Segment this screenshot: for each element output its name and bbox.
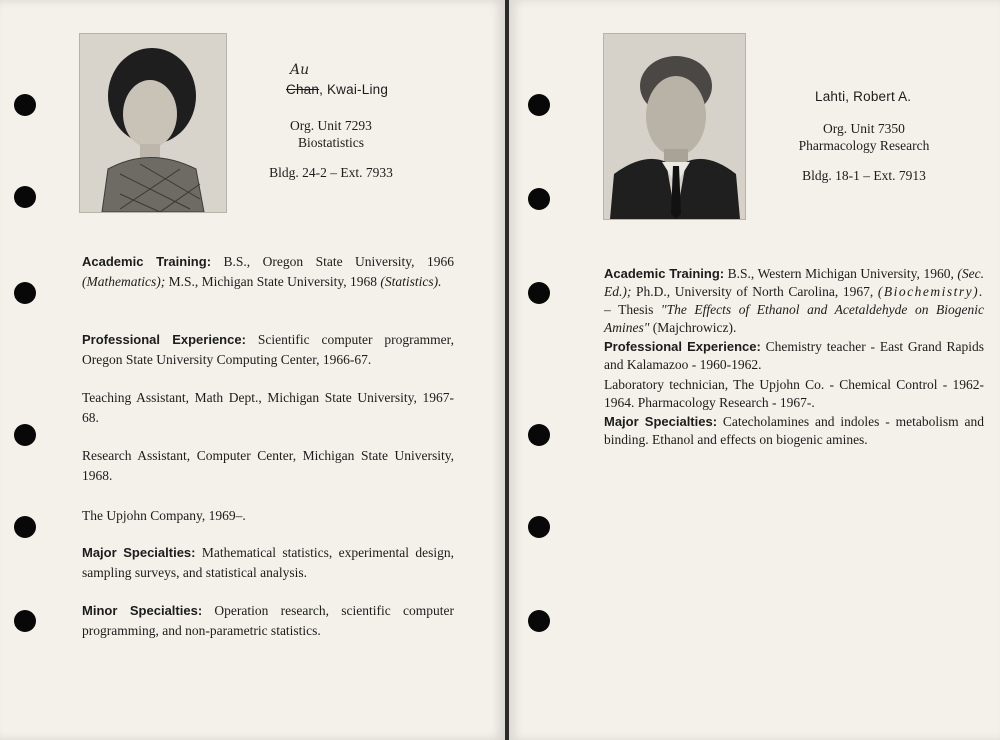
binder-hole (14, 282, 36, 304)
binder-hole (14, 94, 36, 116)
section-label: Professional Experience: (82, 332, 246, 347)
department: Biostatistics (297, 135, 364, 150)
binder-hole (528, 516, 550, 538)
section-text: Scientific computer programmer, Oregon State University Computing Center, 1966-67. (82, 332, 454, 367)
binder-hole (14, 610, 36, 632)
experience-upjohn: The Upjohn Company, 1969–. (82, 508, 246, 523)
org-block (779, 120, 949, 184)
professional-experience (82, 330, 454, 370)
portrait-photo (79, 33, 227, 213)
section-text: (Mathematics); (82, 274, 166, 289)
section-text: "The Effects of Ethanol and Acetaldehyde on Biogenic Amines" (604, 302, 984, 335)
department: Pharmacology Research (798, 138, 930, 153)
binder-hole (528, 610, 550, 632)
section-text: (Biochemistry). (877, 284, 984, 299)
major-specialties (604, 413, 984, 449)
binder-hole (528, 94, 550, 116)
experience-lab: Laboratory technician, The Upjohn Co. - Chemical Control - 1962-1964. Pharmacology Research - 1967-. (604, 377, 984, 410)
section-text: M.S., Michigan State University, 1968 (165, 274, 381, 289)
experience-research: Research Assistant, Computer Center, Michigan State University, 1968. (82, 448, 454, 483)
section-label: Major Specialties: (82, 545, 196, 560)
section-text: B.S., Western Michigan University, 1960, (724, 266, 958, 281)
right-page (509, 0, 1000, 740)
section-text: (Majchrowicz). (649, 320, 737, 335)
binder-hole (528, 282, 550, 304)
location: Bldg. 18-1 – Ext. 7913 (802, 168, 926, 183)
binder-hole (14, 186, 36, 208)
section-text: – Thesis (604, 302, 661, 317)
person-name: Lahti, Robert A. (815, 89, 912, 104)
academic-training (604, 265, 984, 337)
org-unit: Org. Unit 7350 (823, 121, 905, 136)
section-text: Catecholamines and indoles - metabolism and binding. Ethanol and effects on biogenic amines. (604, 414, 984, 447)
academic-training (82, 252, 454, 292)
binder-hole (528, 424, 550, 446)
handwritten-correction: Au (290, 62, 310, 78)
section-label: Academic Training: (604, 266, 725, 281)
section-text: B.S., Oregon State University, 1966 (211, 254, 455, 269)
binder-hole (14, 516, 36, 538)
binder-hole (528, 188, 550, 210)
section-text: (Statistics). (380, 274, 442, 289)
org-block (246, 117, 416, 181)
section-text: Chemistry teacher - East Grand Rapids and Kalamazoo - 1960-1962. (604, 339, 984, 372)
section-text: Operation research, scientific computer programming, and non-parametric statistics. (82, 603, 455, 638)
struck-surname: Chan (286, 82, 320, 97)
section-label: Academic Training: (82, 254, 212, 269)
major-specialties (82, 543, 454, 583)
section-text: (Sec. Ed.); (604, 266, 984, 299)
section-text: Mathematical statistics, experimental design, sampling surveys, and statistical analysis. (82, 545, 454, 580)
binder-hole (14, 424, 36, 446)
location: Bldg. 24-2 – Ext. 7933 (269, 165, 393, 180)
experience-teaching: Teaching Assistant, Math Dept., Michigan State University, 1967-68. (82, 390, 454, 425)
section-label: Professional Experience: (604, 339, 761, 354)
section-text: Ph.D., University of North Carolina, 1967, (631, 284, 878, 299)
portrait-photo (603, 33, 746, 220)
person-name (286, 82, 388, 97)
minor-specialties (82, 601, 454, 641)
section-label: Major Specialties: (604, 414, 718, 429)
professional-experience (604, 338, 984, 374)
section-label: Minor Specialties: (82, 603, 203, 618)
org-unit: Org. Unit 7293 (290, 118, 372, 133)
given-name: , Kwai-Ling (319, 82, 389, 97)
